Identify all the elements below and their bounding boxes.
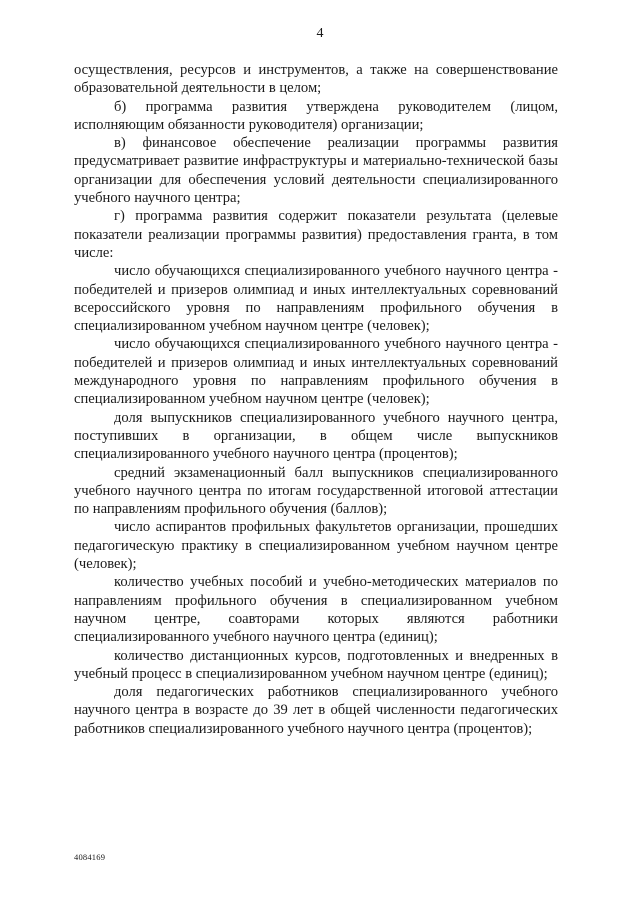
- indicator-distance-courses: количество дистанционных курсов, подготовленных и внедренных в учебный процесс в специализированном учебном научном центре (единиц);: [74, 647, 558, 682]
- indicator-olympiad-national: число обучающихся специализированного учебного научного центра - победителей и призеров олимпиад и иных интеллектуальных соревнований всероссийского уровня по направлениям профильного обучения в специализированном учебном научном центре (человек);: [74, 263, 558, 335]
- indicator-olympiad-international: число обучающихся специализированного учебного научного центра - победителей и призеров олимпиад и иных интеллектуальных соревнований международного уровня по направлениям профильного обучения в специализированном учебном научном центре (человек);: [74, 336, 558, 408]
- document-body: [74, 61, 558, 738]
- indicator-young-teachers-share: доля педагогических работников специализированного учебного научного центра в возрасте до 39 лет в общей численности педагогических работников специализированного учебного научного центра (процентов);: [74, 684, 558, 737]
- indicator-teaching-materials: количество учебных пособий и учебно-методических материалов по направлениям профильного обучения в специализированном учебном научном центре, соавторами которых являются работники специализированного учебного научного центра (единиц);: [74, 574, 558, 646]
- paragraph-item-g: г) программа развития содержит показатели результата (целевые показатели реализации программы развития) предоставления гранта, в том числе:: [74, 208, 558, 261]
- paragraph-item-b: б) программа развития утверждена руководителем (лицом, исполняющим обязанности руководителя) организации;: [74, 98, 558, 133]
- indicator-graduates-admitted: доля выпускников специализированного учебного научного центра, поступивших в организации, в общем числе выпускников специализированного учебного научного центра (процентов);: [74, 409, 558, 463]
- page-number: 4: [316, 26, 324, 41]
- indicator-graduate-students-practice: число аспирантов профильных факультетов организации, прошедших педагогическую практику в специализированном учебном научном центре (человек);: [74, 519, 558, 573]
- paragraph-item-v: в) финансовое обеспечение реализации программы развития предусматривает развитие инфраструктуры и материально-технической базы организации для обеспечения условий деятельности специализированного учебного научного центра;: [74, 135, 558, 207]
- indicator-average-exam-score: средний экзаменационный балл выпускников специализированного учебного научного центра по итогам государственной итоговой аттестации по направлениям профильного обучения (баллов);: [74, 464, 558, 518]
- document-code: 4084169: [74, 852, 106, 862]
- paragraph-continuation: осуществления, ресурсов и инструментов, а также на совершенствование образовательной деятельности в целом;: [74, 62, 558, 97]
